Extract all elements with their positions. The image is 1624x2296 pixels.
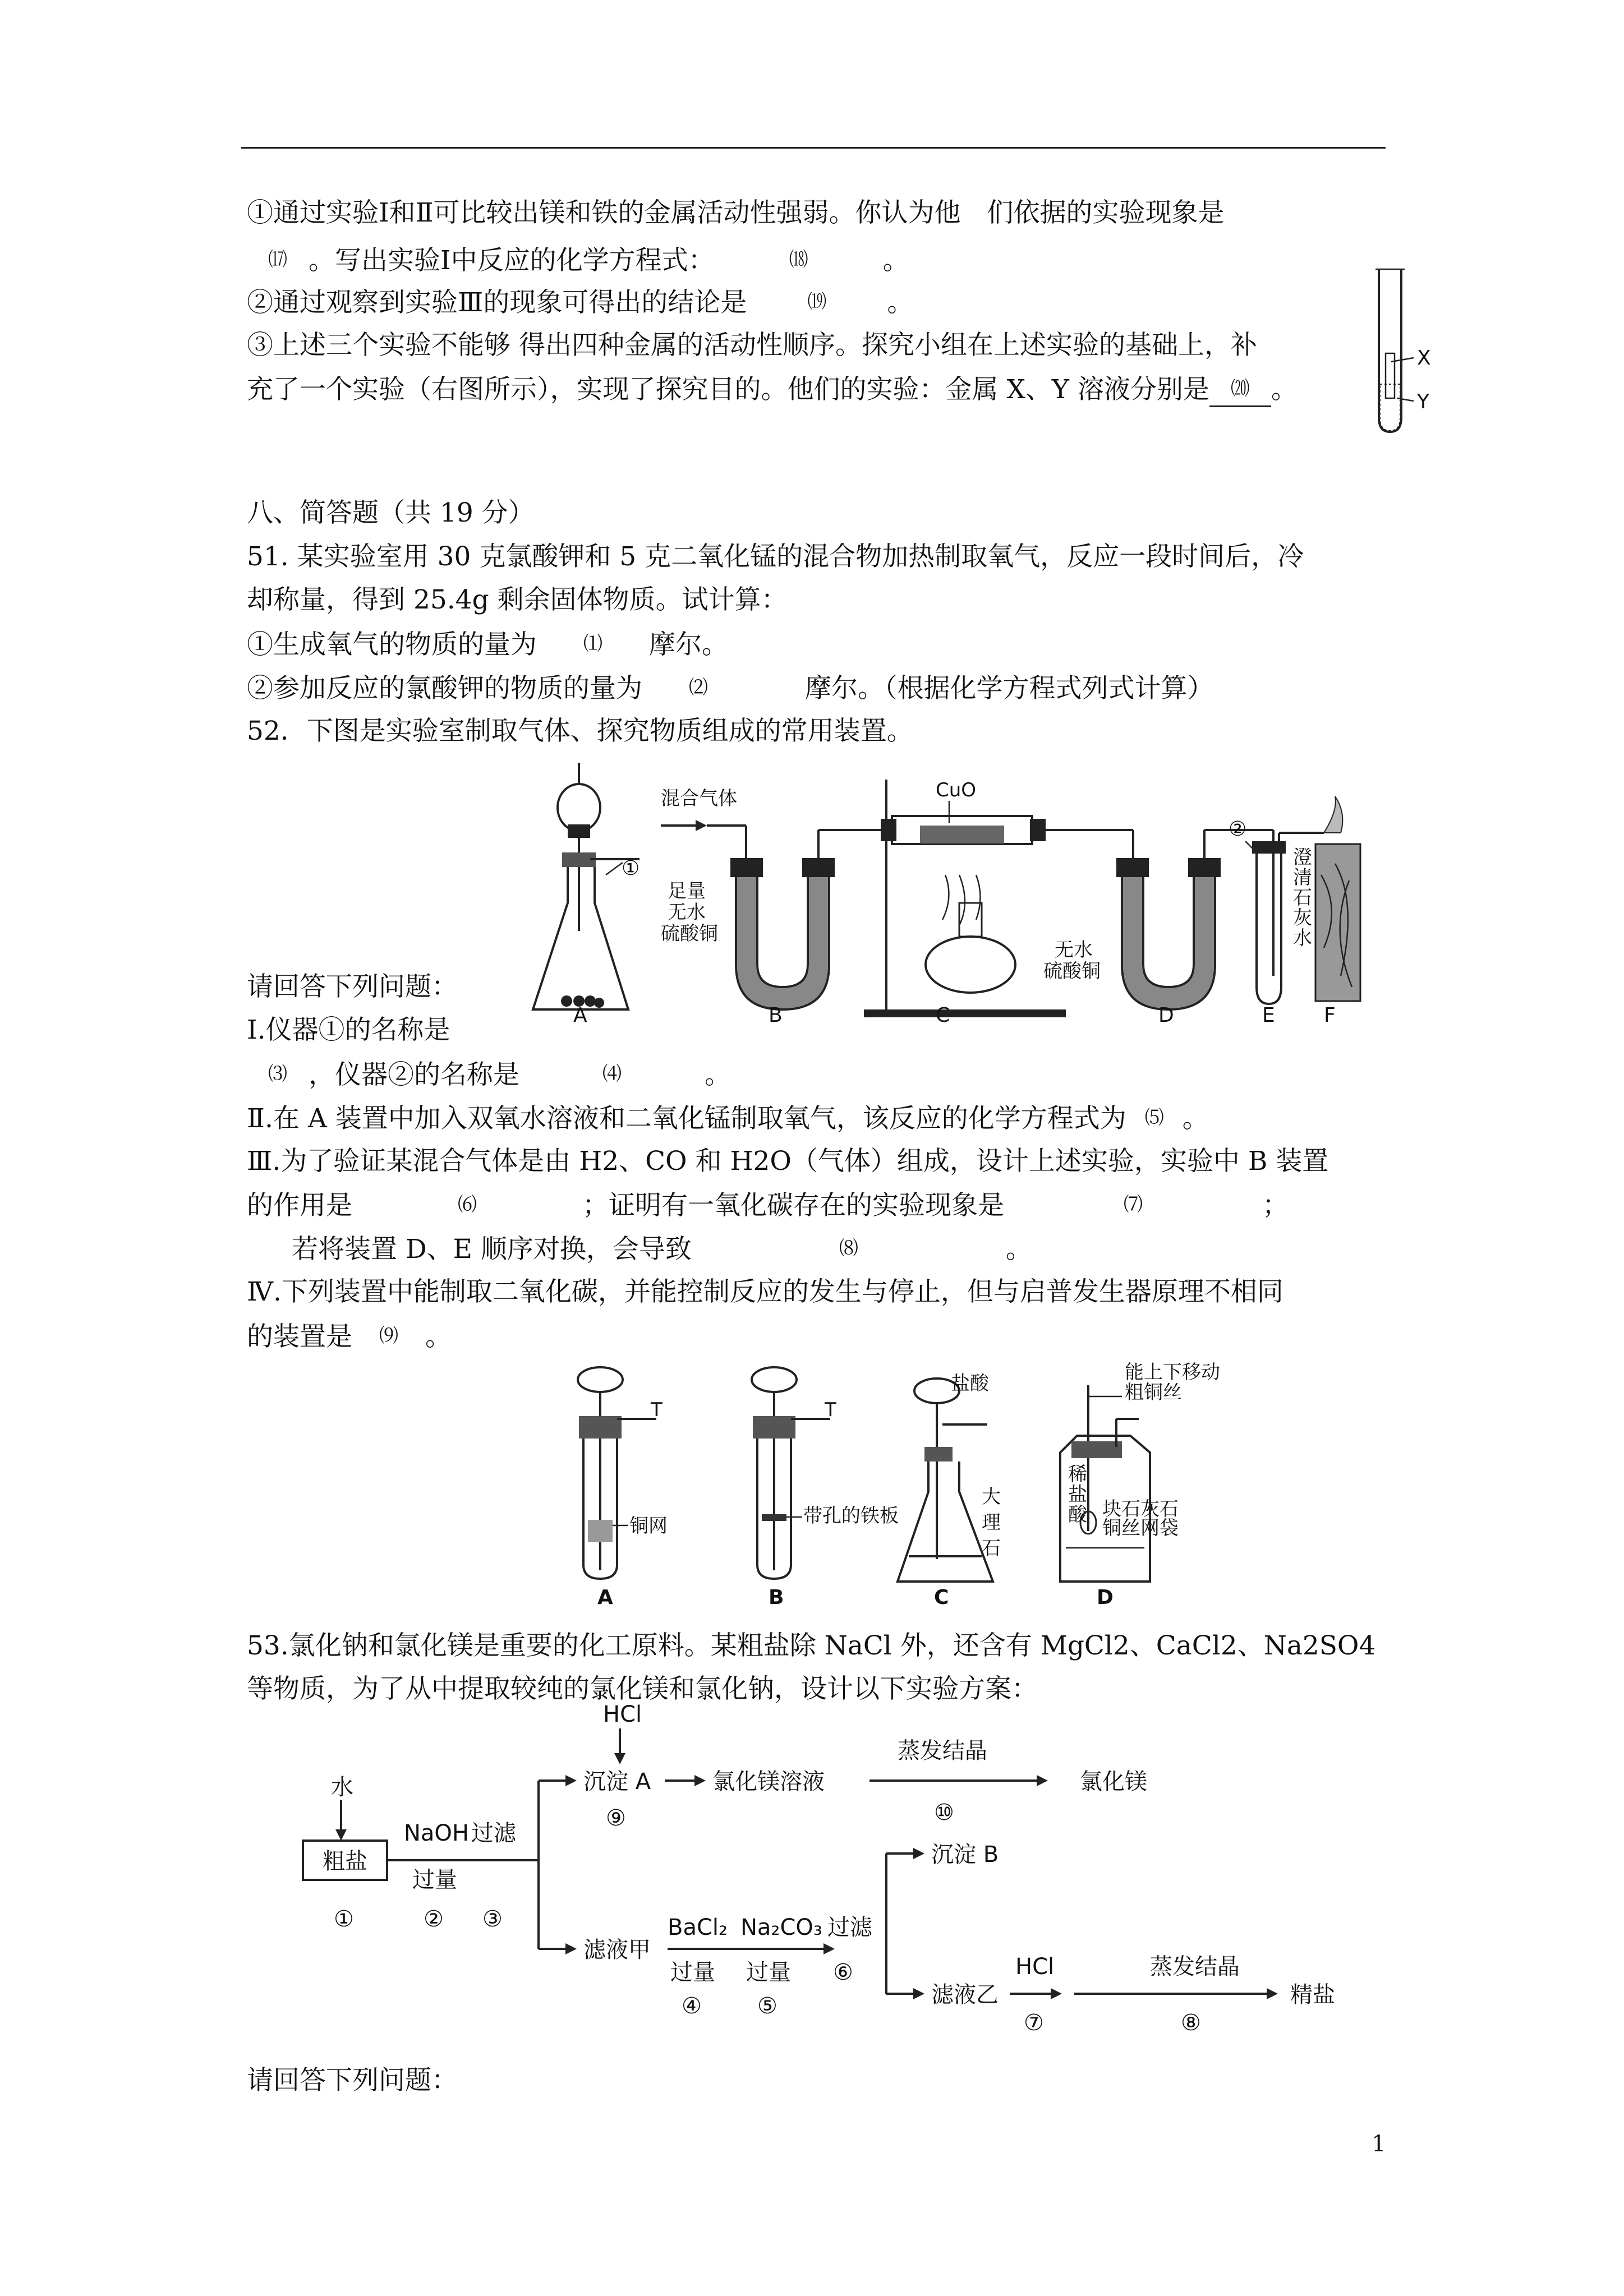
fig2-letter-d: D <box>1097 1586 1114 1609</box>
copper-wire-label: 粗铜丝 <box>1125 1381 1182 1404</box>
filtrate-jia: 滤液甲 <box>583 1937 651 1963</box>
q52-part-i-line1: Ⅰ.仪器①的名称是 <box>247 1015 450 1045</box>
e-label-1: 澄 <box>1293 846 1312 869</box>
q52-part-iv-line2: 的装置是 ⑼ 。 <box>247 1319 452 1354</box>
fig1-letter-d: D <box>1158 1004 1174 1027</box>
marble-label-3: 石 <box>982 1537 1001 1560</box>
limestone-label: 块石灰石 <box>1102 1498 1179 1520</box>
q51-line2: 却称量，得到 25.4g 剩余固体物质。试计算： <box>247 584 788 615</box>
q51-line1: 51. 某实验室用 30 克氯酸钾和 5 克二氧化锰的混合物加热制取氧气，反应一段时间后，冷 <box>247 541 1304 572</box>
answer-blank-8: ⑻ <box>839 1237 858 1260</box>
tube-label-y: Y <box>1417 390 1429 413</box>
q52-part-iii-line3: 若将装置 D、E 顺序对换，会导致 ⑻ 。 <box>292 1232 1032 1266</box>
apparatus-d <box>1043 830 1273 1009</box>
fig2-letter-c: C <box>934 1586 949 1609</box>
q52-ask: 请回答下列问题： <box>247 971 458 1002</box>
movable-label: 能上下移动 <box>1125 1361 1220 1384</box>
apparatus-e <box>1229 818 1324 1004</box>
e-label-5: 水 <box>1293 927 1312 949</box>
answer-blank-17: ⒄ <box>268 248 287 271</box>
evaporate-label-2: 蒸发结晶 <box>1150 1954 1240 1980</box>
mixed-gas-label: 混合气体 <box>661 787 737 810</box>
fig2-letter-a: A <box>597 1586 613 1609</box>
e-label-4: 灰 <box>1293 907 1312 929</box>
step-8: ⑧ <box>1181 2010 1201 2036</box>
circled-label-1: ① <box>622 857 640 880</box>
fig1-letter-f: F <box>1324 1004 1336 1027</box>
header-rule <box>241 147 1386 149</box>
filtrate-yi: 滤液乙 <box>931 1982 999 2008</box>
svg-text:T: T <box>651 1399 663 1421</box>
answer-blank-9: ⑼ <box>379 1325 398 1347</box>
q52-part-iv-line1: Ⅳ.下列装置中能制取二氧化碳，并能控制反应的发生与停止，但与启普发生器原理不相同 <box>247 1276 1283 1307</box>
q52-part-iii-line1: Ⅲ.为了验证某混合气体是由 H2、CO 和 H2O（气体）组成，设计上述实验，实验中 B 装置 <box>247 1146 1329 1177</box>
generator-b <box>752 1367 899 1579</box>
d-label-line2: 硫酸铜 <box>1043 960 1101 983</box>
answer-blank-6: ⑹ <box>458 1193 477 1216</box>
svg-text:T: T <box>825 1399 836 1421</box>
q52-part-iii-line2: 的作用是 ⑹ ；证明有一氧化碳存在的实验现象是 ⑺ ； <box>247 1188 1289 1223</box>
q52-line1: 52．下图是实验室制取气体、探究物质组成的常用装置。 <box>247 716 913 746</box>
step-2: ② <box>424 1906 444 1932</box>
b-label-line3: 硫酸铜 <box>661 923 718 945</box>
fig1-letter-b: B <box>769 1004 783 1027</box>
e-label-3: 石 <box>1293 887 1312 909</box>
page-number: 1 <box>1372 2131 1386 2157</box>
q51-line3: ①生成氧气的物质的量为 ⑴ 摩尔。 <box>247 627 728 662</box>
filter-label-2: 过滤 <box>827 1915 872 1940</box>
copper-mesh-label: 铜网 <box>629 1515 668 1537</box>
iron-plate-label: 带孔的铁板 <box>803 1505 899 1527</box>
crude-salt-label: 粗盐 <box>323 1848 367 1874</box>
step-7: ⑦ <box>1024 2010 1044 2036</box>
marble-label-1: 大 <box>982 1486 1001 1508</box>
naoh-label: NaOH <box>404 1820 469 1846</box>
q53-line2: 等物质，为了从中提取较纯的氯化镁和氯化钠，设计以下实验方案： <box>247 1673 1038 1704</box>
dilute-hcl-3: 酸 <box>1068 1504 1087 1526</box>
answer-blank-7: ⑺ <box>1124 1193 1143 1216</box>
q51-line4: ②参加反应的氯酸钾的物质的量为 ⑵ 摩尔。（根据化学方程式列式计算） <box>247 671 1214 706</box>
q50-line3: ②通过观察到实验Ⅲ的现象可得出的结论是 ⒆ 。 <box>247 285 913 320</box>
hcl-label: 盐酸 <box>951 1372 989 1395</box>
step-6: ⑥ <box>833 1960 853 1985</box>
apparatus-figure-2 <box>567 1363 1296 1610</box>
step-5: ⑤ <box>757 1993 778 2019</box>
generator-a <box>578 1367 668 1579</box>
step-10: ⑩ <box>934 1800 954 1825</box>
answer-blank-5: ⑸ <box>1144 1106 1164 1129</box>
step-3: ③ <box>482 1906 503 1932</box>
q52-part-ii: Ⅱ.在 A 装置中加入双氧水溶液和二氧化锰制取氧气，该反应的化学方程式为 ⑸ 。 <box>247 1101 1209 1136</box>
evaporate-label-1: 蒸发结晶 <box>898 1738 987 1764</box>
fine-salt: 精盐 <box>1290 1982 1335 2008</box>
d-label-line1: 无水 <box>1055 939 1093 961</box>
fig1-letter-e: E <box>1262 1004 1275 1027</box>
precipitate-b: 沉淀 B <box>931 1842 999 1868</box>
hcl-top-label: HCl <box>603 1702 642 1727</box>
na2co3-label: Na₂CO₃ <box>740 1915 822 1940</box>
circled-label-2: ② <box>1229 818 1247 841</box>
q50-line5: 充了一个实验（右图所示），实现了探究目的。他们的实验：金属 X、Y 溶液分别是 ⒇ 。 <box>247 372 1298 407</box>
dilute-hcl-2: 盐 <box>1068 1483 1087 1506</box>
generator-d <box>1060 1361 1220 1582</box>
apparatus-f <box>1315 796 1360 1001</box>
excess-label-3: 过量 <box>746 1960 791 1985</box>
b-label-line1: 足量 <box>668 880 706 902</box>
q52-part-i-line2: ⑶ ，仪器②的名称是 ⑷ 。 <box>247 1057 731 1092</box>
step-4: ④ <box>682 1993 702 2019</box>
apparatus-a <box>533 763 640 1009</box>
step-9: ⑨ <box>606 1805 626 1831</box>
apparatus-b <box>661 830 892 1009</box>
excess-label-1: 过量 <box>412 1867 457 1893</box>
fig1-letter-c: C <box>936 1004 950 1027</box>
mgcl2-product: 氯化镁 <box>1080 1769 1147 1795</box>
section-title: 八、简答题（共 19 分） <box>247 497 535 528</box>
cuo-label: CuO <box>936 779 977 801</box>
q50-line1: ①通过实验Ⅰ和Ⅱ可比较出镁和铁的金属活动性强弱。你认为他 们依据的实验现象是 <box>247 197 1225 228</box>
water-label: 水 <box>331 1774 353 1800</box>
e-label-2: 清 <box>1293 866 1312 889</box>
answer-blank-20: ⒇ <box>1209 372 1271 407</box>
answer-blank-3: ⑶ <box>268 1063 287 1085</box>
purification-flowchart <box>292 1699 1386 2036</box>
q50-line4: ③上述三个实验不能够 得出四种金属的活动性顺序。探究小组在上述实验的基础上，补 <box>247 330 1257 361</box>
excess-label-2: 过量 <box>670 1960 715 1985</box>
answer-blank-18: ⒅ <box>789 248 808 271</box>
precipitate-a: 沉淀 A <box>583 1769 651 1795</box>
b-label-line2: 无水 <box>668 901 706 924</box>
tube-label-x: X <box>1417 347 1431 370</box>
fig1-letter-a: A <box>573 1004 587 1027</box>
dilute-hcl-1: 稀 <box>1068 1463 1087 1486</box>
answer-blank-1: ⑴ <box>583 633 602 655</box>
marble-label-2: 理 <box>982 1511 1001 1534</box>
apparatus-figure-1 <box>527 763 1436 1026</box>
fig2-letter-b: B <box>769 1586 784 1609</box>
answer-blank-2: ⑵ <box>689 676 708 699</box>
q50-line2: ⒄ 。写出实验Ⅰ中反应的化学方程式： ⒅ 。 <box>247 243 909 278</box>
mesh-bag-label: 铜丝网袋 <box>1102 1517 1179 1539</box>
test-tube-xy-figure <box>1369 264 1447 437</box>
step-1: ① <box>334 1906 354 1932</box>
mgcl2-solution: 氯化镁溶液 <box>712 1769 825 1795</box>
generator-c <box>898 1372 1001 1582</box>
answer-blank-4: ⑷ <box>602 1063 622 1085</box>
filter-label-1: 过滤 <box>471 1820 516 1846</box>
answer-blank-19: ⒆ <box>807 291 827 313</box>
bacl2-label: BaCl₂ <box>668 1915 728 1940</box>
q53-line1: 53.氯化钠和氯化镁是重要的化工原料。某粗盐除 NaCl 外，还含有 MgCl2、CaCl2、Na2SO4 <box>247 1630 1376 1661</box>
hcl-low-label: HCl <box>1015 1954 1055 1980</box>
q53-ask: 请回答下列问题： <box>247 2065 458 2096</box>
